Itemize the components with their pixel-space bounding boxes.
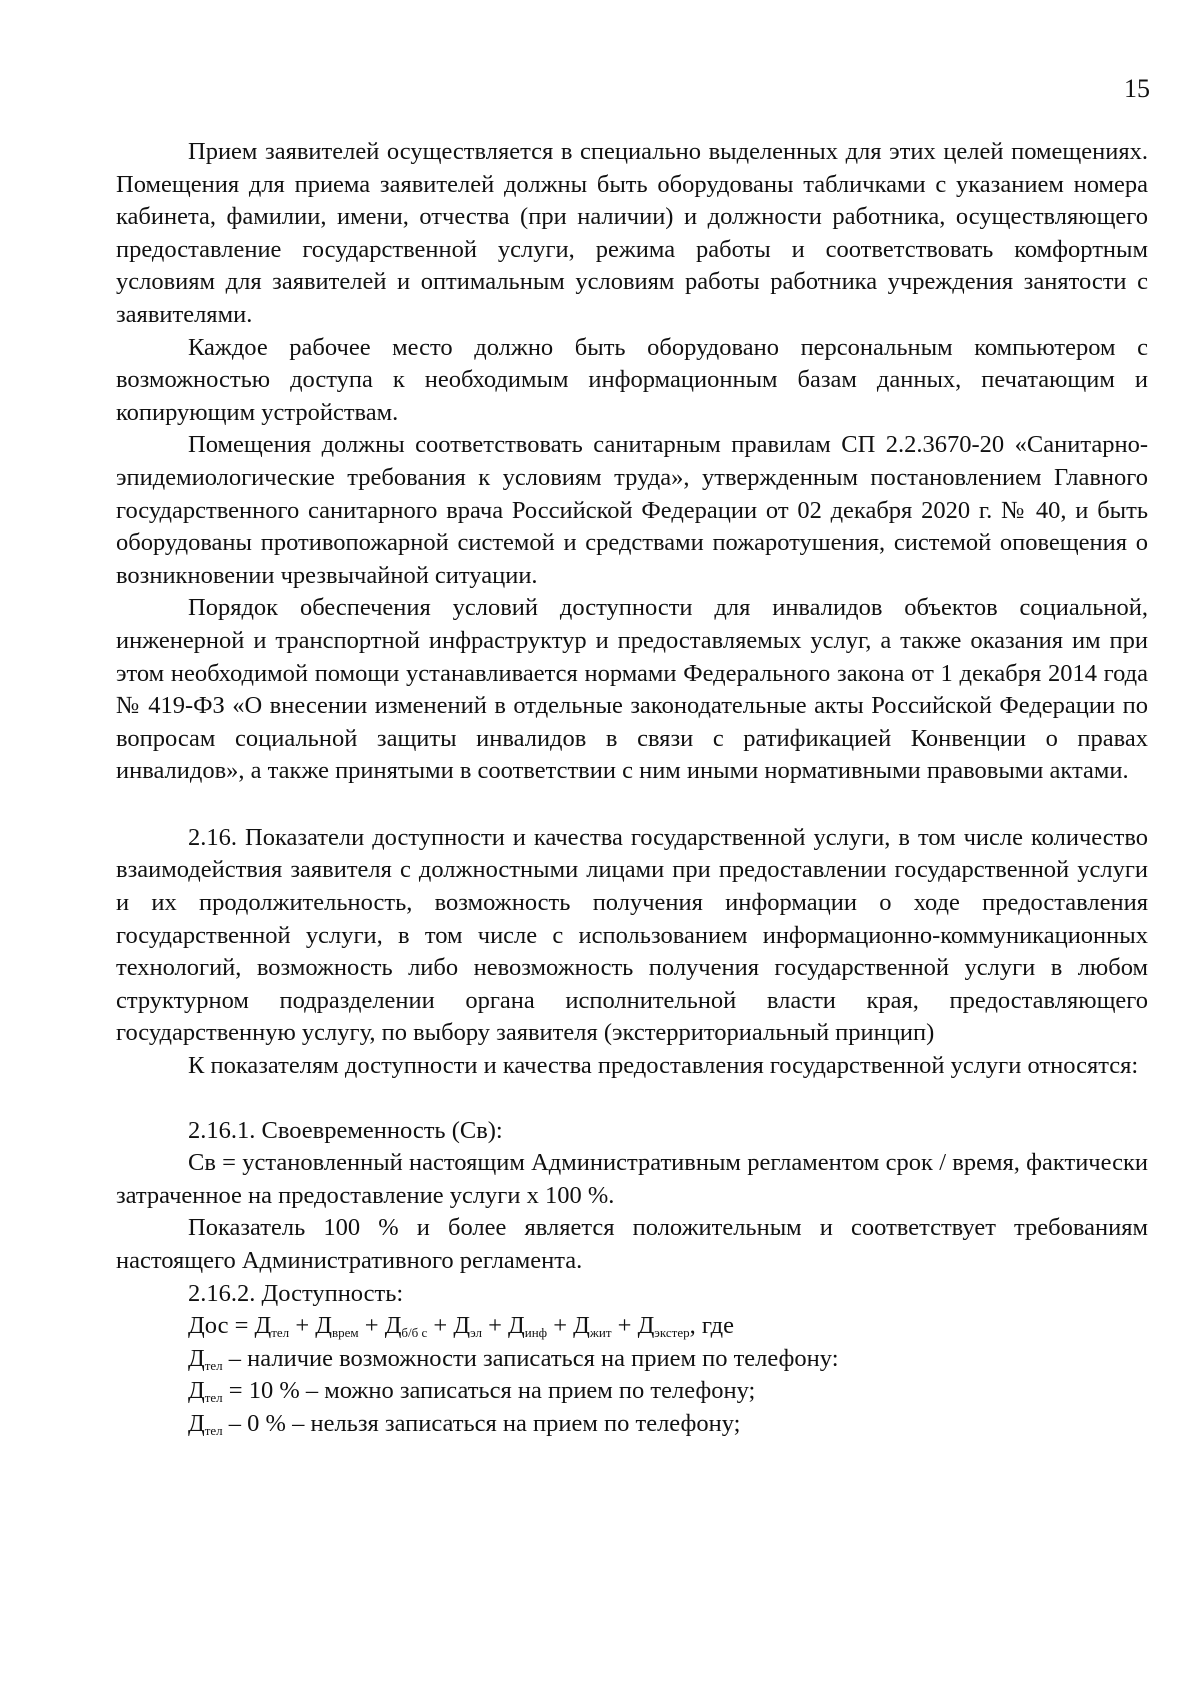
spacer [116, 1083, 1148, 1115]
paragraph-timeliness-formula: Св = установленный настоящим Административным регламентом срок / время, фактически затраченное на предоставление услуги х 100 %. [116, 1149, 1148, 1209]
heading-2-16-1: 2.16.1. Своевременность (Св): [188, 1116, 503, 1144]
paragraph-accessibility: Порядок обеспечения условий доступности для инвалидов объектов социальной, инженерной и транспортной инфраструктур и предоставляемых услуг, а также оказания им при этом необходимой помощи устанавливается нормами Федерального закона от 1 декабря 2014 года № 419-ФЗ «О внесении изменений в отдельные законодательные акты Российской Федерации по вопросам социальной защиты инвалидов в связи с ратификацией Конвенции о правах инвалидов», а также принятыми в соответствии с ним иными нормативными правовыми актами. [116, 594, 1148, 785]
spacer [116, 788, 1148, 822]
paragraph-workplace: Каждое рабочее место должно быть оборудовано персональным компьютером с возможностью доступа к необходимым информационным базам данных, печатающим и копирующим устройствам. [116, 333, 1148, 426]
formula-term: $Д_{б/б с}$ + [384, 1312, 454, 1341]
page-number: 15 [1124, 74, 1150, 103]
formula-term: $Д_{экстер}$, где [637, 1312, 735, 1341]
definition-line: $Д_{тел} = 10$ % – можно записаться на прием по телефону; [188, 1377, 756, 1406]
formula-term: $Д_{инф}$ + [508, 1312, 574, 1341]
formula-lhs: Дос = [188, 1312, 255, 1340]
paragraph-section-2-16: 2.16. Показатели доступности и качества государственной услуги, в том числе количество взаимодействия заявителя с должностными лицами при предоставлении государственной услуги и их продолжительность, возможность получения информации о ходе предоставления государственной услуги, в том числе с использованием информационно-коммуникационных технологий, возможность либо невозможность получения государственной услуги в любом структурном подразделении органа исполнительной власти края, предоставляющего государственную услугу, по выбору заявителя (экстерриториальный принцип) [116, 823, 1148, 1047]
definition-line: $Д_{тел} - 0$ % – нельзя записаться на прием по телефону; [188, 1409, 741, 1438]
formula-term: $Д_{жит}$ + [573, 1312, 638, 1341]
formula-term: $Д_{эл}$ + [453, 1312, 509, 1341]
accessibility-formula [116, 1310, 1148, 1343]
paragraph-reception-premises: Прием заявителей осуществляется в специально выделенных для этих целей помещениях. Помещения для приема заявителей должны быть оборудованы табличками с указанием номера кабинета, фамилии, имени, отчества (при наличии) и должности работника, осуществляющего предоставление государственной услуги, режима работы и соответствовать комфортным условиям для заявителей и оптимальным условиям работы работника учреждения занятости с заявителями. [116, 138, 1148, 328]
document-body [116, 136, 1148, 1441]
formula-term: $Д_{тел}$ + [254, 1312, 316, 1341]
heading-2-16-2: 2.16.2. Доступность: [188, 1279, 404, 1307]
paragraph-indicator-100: Показатель 100 % и более является положительным и соответствует требованиям настоящего Административного регламента. [116, 1214, 1148, 1274]
definition-line: $Д_{тел}$ – наличие возможности записаться на прием по телефону: [188, 1344, 839, 1373]
paragraph-indicators-intro: К показателям доступности и качества предоставления государственной услуги относятся: [188, 1052, 1139, 1080]
paragraph-sanitary-rules: Помещения должны соответствовать санитарным правилам СП 2.2.3670-20 «Санитарно-эпидемиологические требования к условиям труда», утвержденным постановлением Главного государственного санитарного врача Российской Федерации от 02 декабря 2020 г. № 40, и быть оборудованы противопожарной системой и средствами пожаротушения, системой оповещения о возникновении чрезвычайной ситуации. [116, 431, 1148, 589]
formula-term: $Д_{врем}$ + [315, 1312, 385, 1341]
